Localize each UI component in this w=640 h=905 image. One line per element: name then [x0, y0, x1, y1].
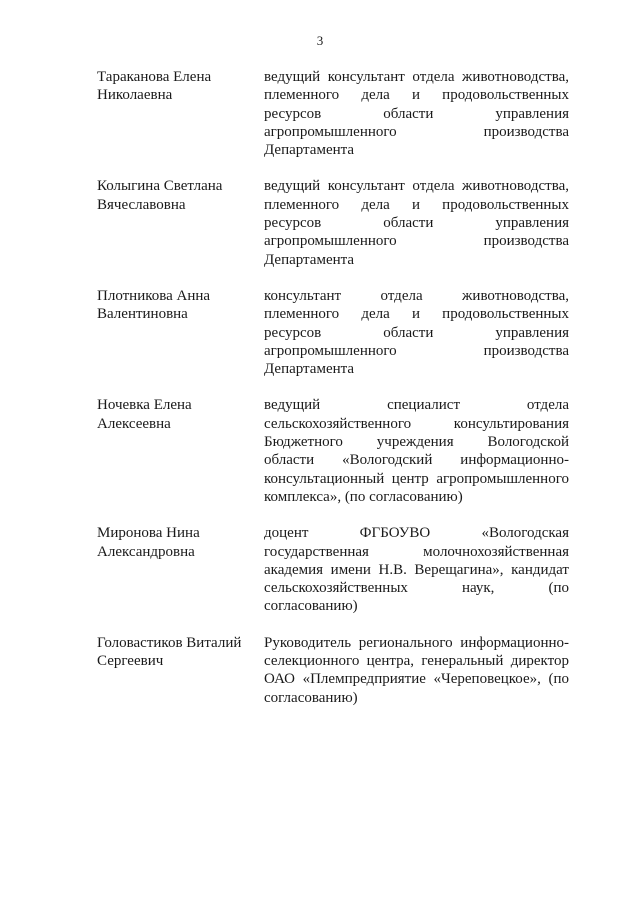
member-position-line: ОАО «Племпредприятие «Череповецкое», (по: [264, 671, 569, 688]
member-position-line: академия имени Н.В. Верещагина», кандидат: [264, 561, 569, 578]
member-entry: [0, 634, 640, 707]
member-position-line: ресурсов области управления: [264, 324, 569, 341]
member-position-line: племенного дела и продовольственных: [264, 87, 569, 104]
member-name-line: Миронова Нина: [97, 525, 200, 542]
member-name: [97, 396, 279, 506]
member-position-line: селекционного центра, генеральный директор: [264, 653, 569, 670]
member-position: [264, 396, 569, 506]
member-name-line: Алексеевна: [97, 415, 171, 432]
member-position: [264, 177, 569, 268]
member-position-line: ведущий консультант отдела животноводства,: [264, 178, 569, 195]
member-name: [97, 524, 279, 615]
member-name-line: Плотникова Анна: [97, 287, 211, 304]
member-entry: [0, 524, 640, 615]
member-name-line: Головастиков Виталий: [97, 634, 242, 651]
member-position-line: агропромышленного производства: [264, 233, 569, 250]
member-position-line: Руководитель регионального информационно-: [264, 634, 569, 651]
member-position-line: племенного дела и продовольственных: [264, 306, 569, 323]
member-position-line: области «Вологодский информационно-: [264, 452, 569, 469]
member-position-line: доцент ФГБОУВО «Вологодская: [264, 525, 569, 542]
member-position-line: сельскохозяйственного консультирования: [264, 415, 569, 432]
member-position-line: Департамента: [264, 361, 355, 378]
member-position: [264, 287, 569, 378]
member-name-line: Николаевна: [97, 87, 173, 104]
member-position-line: Бюджетного учреждения Вологодской: [264, 434, 569, 451]
member-entry: [0, 68, 640, 159]
member-position: [264, 68, 569, 159]
member-name-line: Тараканова Елена: [97, 69, 212, 85]
member-position-line: ведущий специалист отдела: [264, 397, 569, 414]
member-position-line: сельскохозяйственных наук, (по: [264, 580, 569, 597]
member-entry: [0, 287, 640, 378]
page-number: 3: [316, 33, 324, 48]
member-name: [97, 177, 279, 268]
member-position-line: племенного дела и продовольственных: [264, 196, 569, 213]
member-entry: [0, 177, 640, 268]
member-position-line: ведущий консультант отдела животноводства,: [264, 69, 569, 85]
member-position-line: согласованию): [264, 598, 358, 615]
member-name-line: Александровна: [97, 543, 195, 560]
member-position-line: консультационный центр агропромышленного: [264, 470, 569, 487]
member-position-line: агропромышленного производства: [264, 123, 569, 140]
member-entry: [0, 396, 640, 506]
member-position: [264, 524, 569, 615]
member-name: [97, 287, 279, 378]
committee-member-list: [0, 68, 640, 725]
member-name: [97, 634, 279, 707]
member-position-line: Департамента: [264, 251, 355, 268]
member-position-line: согласованию): [264, 689, 358, 706]
member-name-line: Валентиновна: [97, 306, 188, 323]
member-position-line: комплекса», (по согласованию): [264, 488, 463, 505]
member-position-line: ресурсов области управления: [264, 215, 569, 232]
member-position-line: ресурсов области управления: [264, 105, 569, 122]
member-name-line: Ночевка Елена: [97, 397, 192, 414]
member-position-line: агропромышленного производства: [264, 342, 569, 359]
member-position-line: консультант отдела животноводства,: [264, 287, 569, 304]
member-name-line: Колыгина Светлана: [97, 178, 223, 195]
member-name-line: Сергеевич: [97, 653, 164, 670]
member-name-line: Вячеславовна: [97, 196, 186, 213]
member-position-line: Департамента: [264, 142, 355, 159]
member-position-line: государственная молочнохозяйственная: [264, 543, 569, 560]
member-position: [264, 634, 569, 707]
member-name: [97, 68, 279, 159]
